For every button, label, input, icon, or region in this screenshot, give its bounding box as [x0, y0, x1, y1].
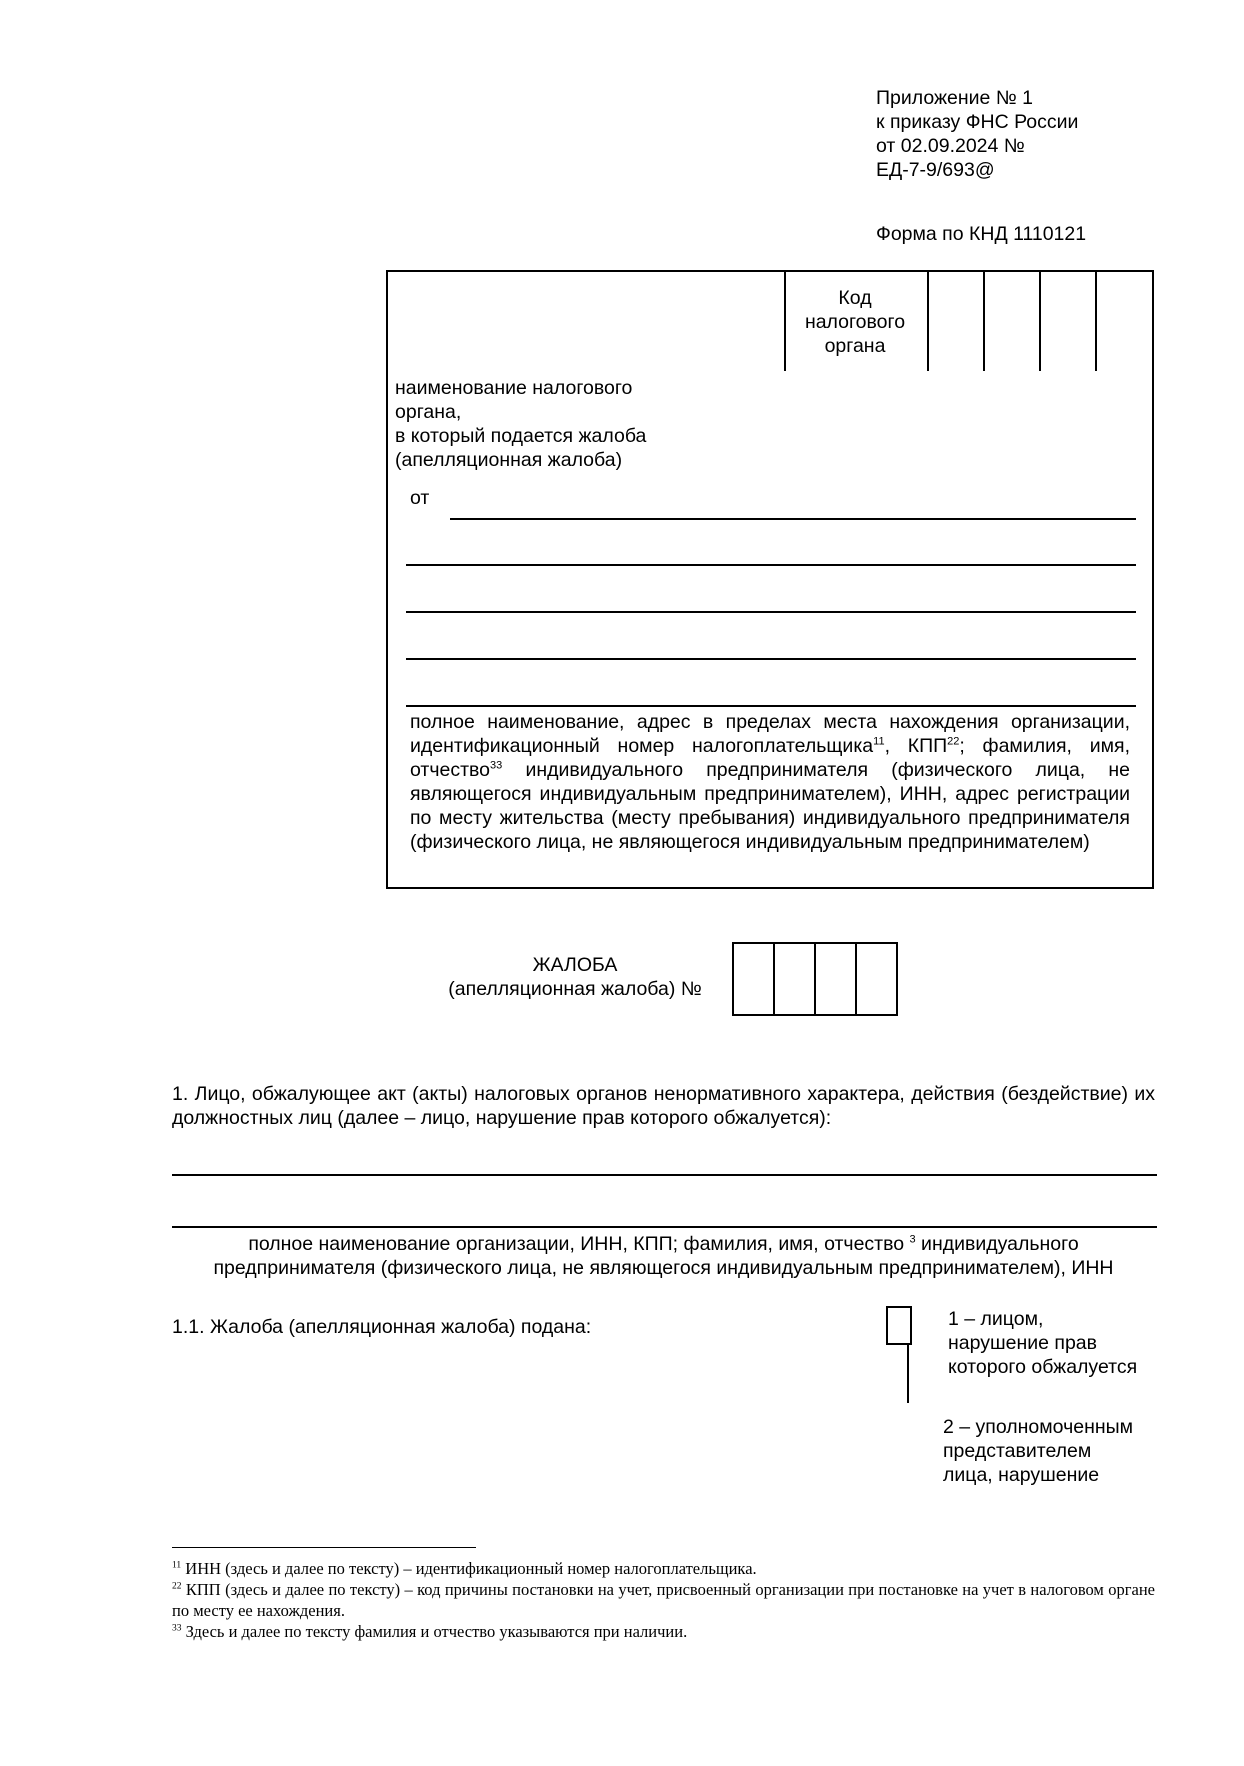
submitted-by-box[interactable]: [886, 1306, 912, 1345]
annex-reference: [876, 86, 1078, 182]
footnote-mark: 33: [172, 1623, 182, 1634]
code-cell-3[interactable]: [1039, 270, 1041, 371]
annex-line: от 02.09.2024 №: [876, 135, 1025, 157]
annex-line: к приказу ФНС России: [876, 111, 1079, 133]
applicant-field-5[interactable]: [406, 705, 1136, 707]
org-label-line: органа,: [395, 401, 462, 423]
desc-text: ; фамилия, имя, отчество: [410, 735, 1130, 781]
box-divider: [784, 270, 786, 371]
code-label-line: Код: [838, 287, 872, 309]
footnote-ref: 33: [490, 759, 503, 772]
section-1-field-2[interactable]: [172, 1226, 1157, 1228]
desc-text: индивидуального предпринимателя (физического лица, не являющегося индивидуальным предпринимателем), ИНН, адрес регистрации по месту жительства (месту пребывания) индивидуального предпринимателя (физического лица, не являющегося индивидуальным предпринимателем): [410, 759, 1130, 853]
code-cell-4[interactable]: [1095, 270, 1097, 371]
applicant-field-description: [410, 710, 1130, 854]
desc-text: полное наименование, адрес в пределах места нахождения организации, идентификационный номер налогоплательщика: [410, 711, 1130, 757]
section-1-field-1[interactable]: [172, 1174, 1157, 1176]
from-label: от: [410, 487, 430, 509]
section-1-1-label: 1.1. Жалоба (апелляционная жалоба) подана:: [172, 1316, 592, 1338]
org-label-line: наименование налогового: [395, 377, 633, 399]
complaint-heading: ЖАЛОБА: [532, 954, 618, 976]
section-1-field-description: [172, 1232, 1155, 1280]
complaint-number-cell-3[interactable]: [814, 942, 857, 1016]
option-1-text: 1 – лицом, нарушение прав которого обжалуется: [948, 1308, 1138, 1378]
complaint-number-cell-4[interactable]: [855, 942, 898, 1016]
desc-text: , КПП: [884, 735, 948, 757]
code-label-line: органа: [824, 335, 886, 357]
footnote: [172, 1579, 1155, 1621]
code-cell-2[interactable]: [983, 270, 985, 371]
footnote-mark: 11: [172, 1560, 182, 1571]
footnote-ref: 11: [873, 735, 885, 748]
footnote: [172, 1558, 1155, 1579]
applicant-field-1[interactable]: [450, 518, 1136, 520]
complaint-number-cell-2[interactable]: [773, 942, 816, 1016]
applicant-field-3[interactable]: [406, 611, 1136, 613]
footnote-mark: 22: [172, 1581, 182, 1592]
org-label-line: (апелляционная жалоба): [395, 449, 623, 471]
complaint-subheading: (апелляционная жалоба) №: [448, 978, 702, 1000]
code-cell-1[interactable]: [927, 270, 929, 371]
complaint-number-cell-1[interactable]: [732, 942, 775, 1016]
tax-authority-code-label: [790, 286, 920, 358]
applicant-field-2[interactable]: [406, 564, 1136, 566]
desc-text: индивидуального предпринимателя (физического лица, не являющегося индивидуальным предпринимателем), ИНН: [213, 1233, 1114, 1279]
footnote-text: ИНН (здесь и далее по тексту) – идентификационный номер налогоплательщика.: [181, 1559, 757, 1578]
applicant-field-4[interactable]: [406, 658, 1136, 660]
footnotes: [172, 1558, 1155, 1642]
footnote-separator: [172, 1547, 476, 1548]
footnote-ref: 22: [947, 735, 960, 748]
annex-line: Приложение № 1: [876, 87, 1033, 109]
option-2-text: 2 – уполномоченным представителем лица, нарушение: [943, 1416, 1134, 1486]
complaint-title: [430, 953, 720, 1001]
footnote-text: КПП (здесь и далее по тексту) – код причины постановки на учет, присвоенный организации при постановке на учет в налоговом органе по месту ее нахождения.: [172, 1580, 1155, 1620]
section-1-text: 1. Лицо, обжалующее акт (акты) налоговых органов ненормативного характера, действия (бездействие) их должностных лиц (далее – лицо, нарушение прав которого обжалуется):: [172, 1083, 1155, 1129]
org-label-line: в который подается жалоба: [395, 425, 647, 447]
footnote-text: Здесь и далее по тексту фамилия и отчество указываются при наличии.: [181, 1622, 688, 1641]
form-code: Форма по КНД 1110121: [876, 223, 1087, 245]
footnote: [172, 1621, 1155, 1642]
box-stem: [907, 1343, 909, 1403]
footnote-ref: 3: [909, 1233, 916, 1246]
desc-text: полное наименование организации, ИНН, КПП; фамилия, имя, отчество: [248, 1233, 905, 1255]
tax-authority-name-label: [395, 376, 646, 472]
code-label-line: налогового: [804, 311, 906, 333]
annex-line: ЕД-7-9/693@: [876, 159, 995, 181]
